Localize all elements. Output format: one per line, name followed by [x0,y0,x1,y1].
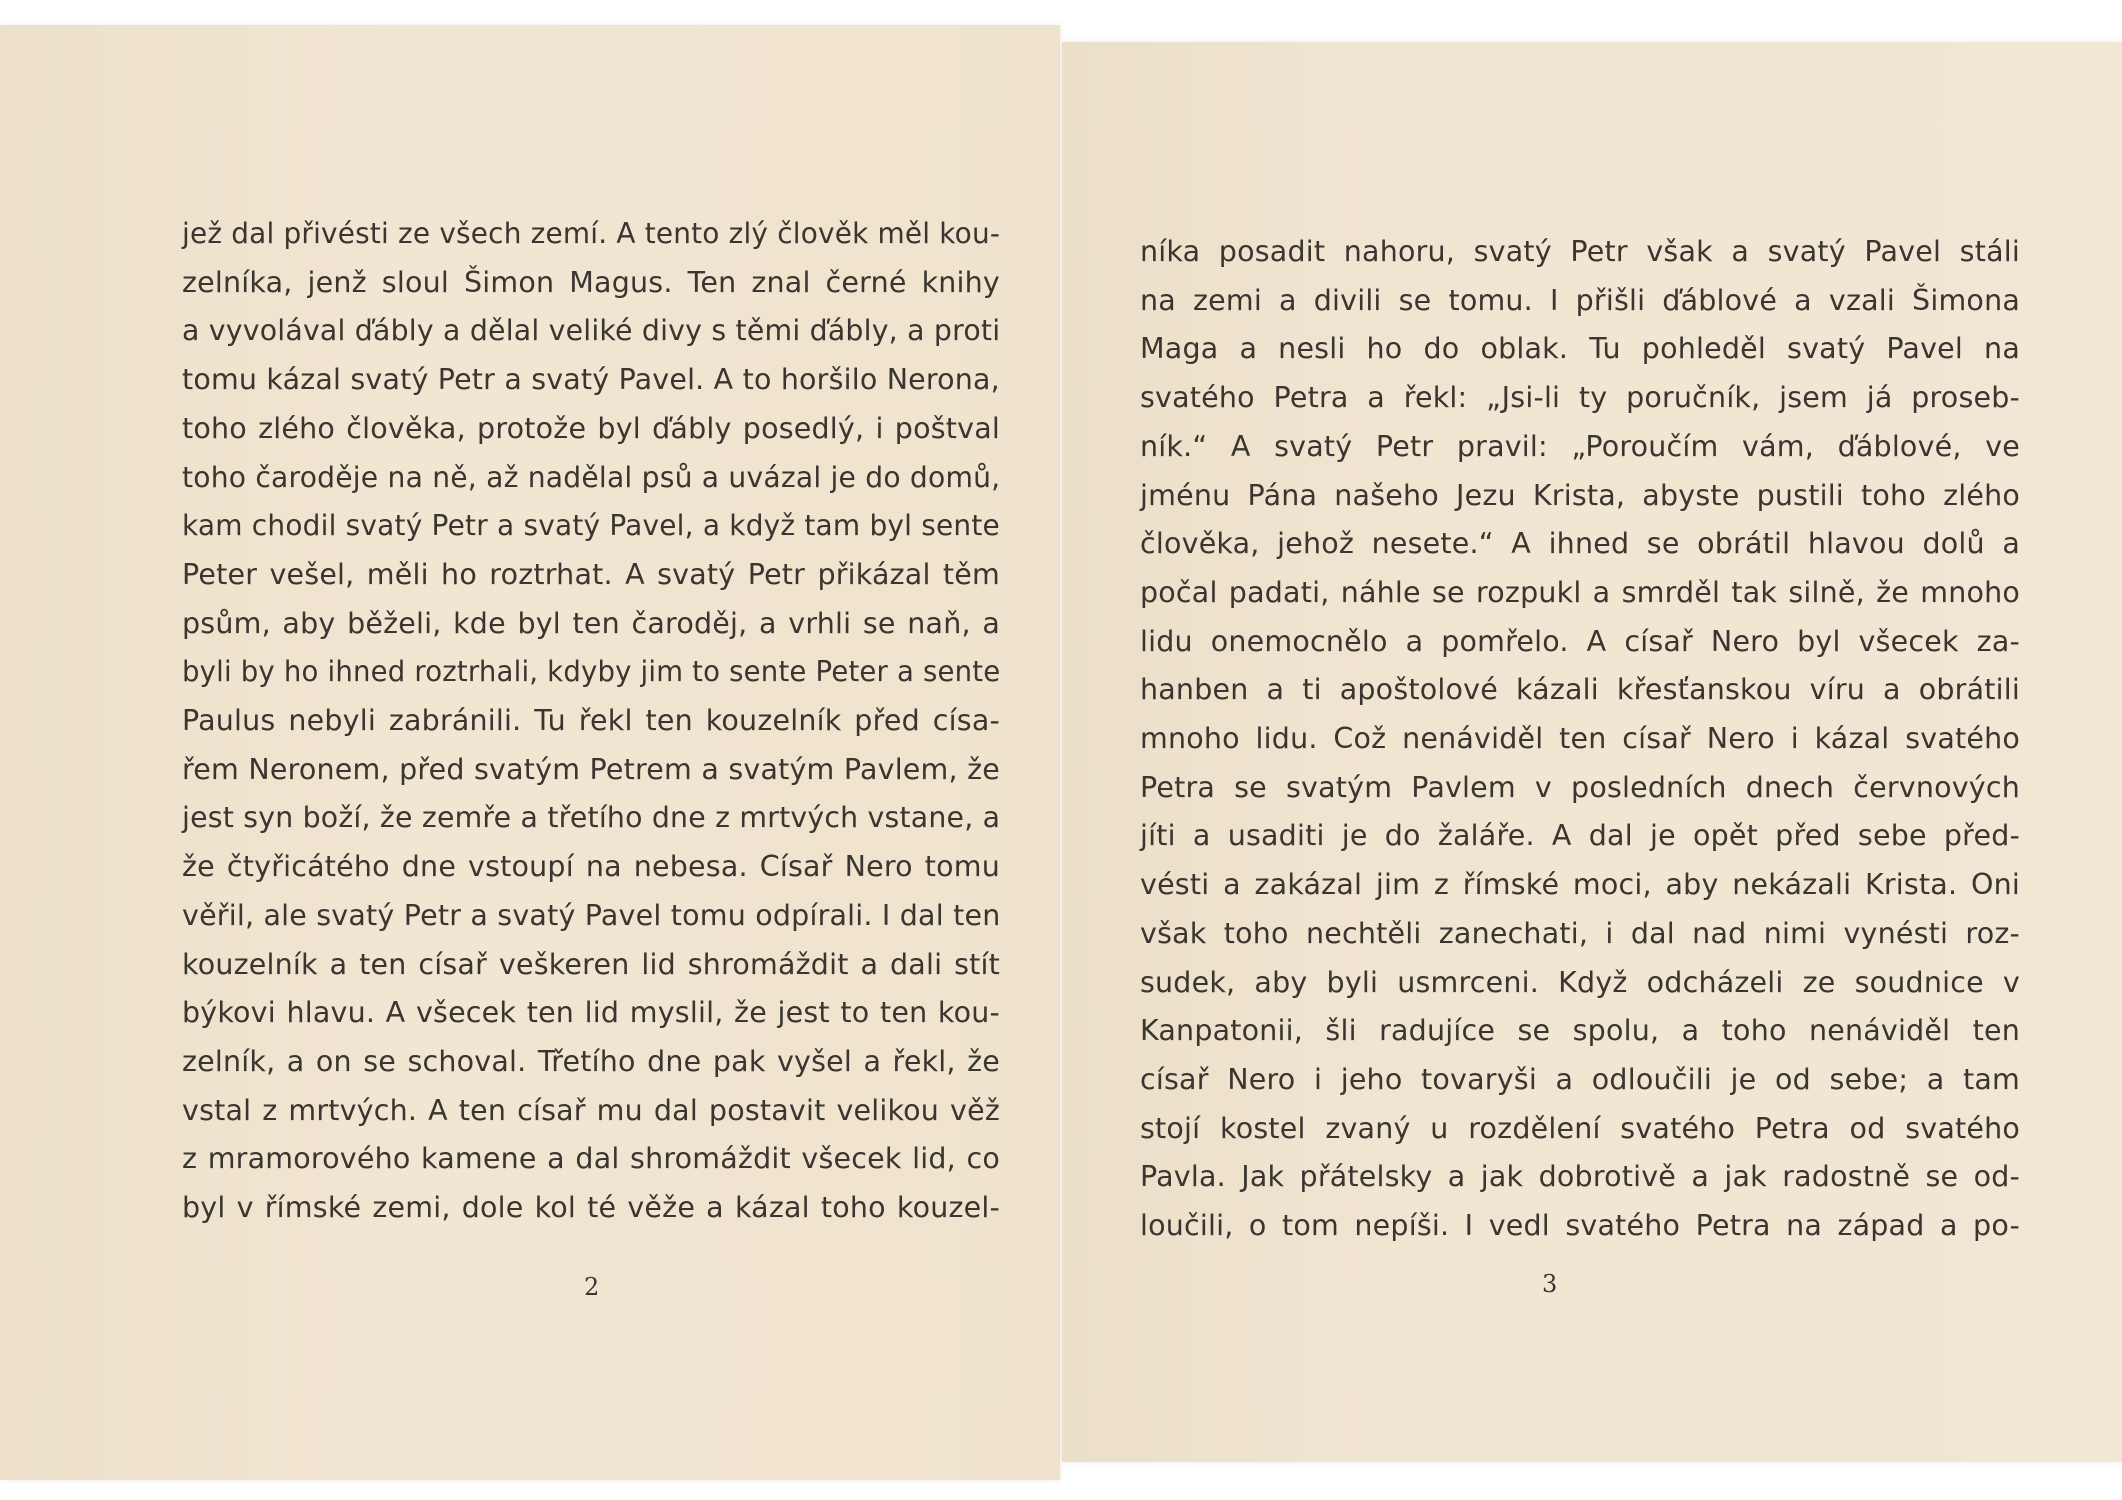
text-line: jménu Pána našeho Jezu Krista, abyste pustili toho zlého [1140,478,2020,512]
page-number: 2 [584,1273,600,1301]
text-line: loučili, o tom nepíši. I vedl svatého Petra na západ a po- [1140,1209,2020,1243]
text-line: lidu onemocnělo a pomřelo. A císař Nero byl všecek za- [1140,624,2020,658]
text-line: císař Nero i jeho tovaryši a odloučili je od sebe; a tam [1140,1062,2020,1096]
text-line: jest syn boží, že zemře a třetího dne z mrtvých vstane, a [182,801,1001,835]
text-line: vstal z mrtvých. A ten císař mu dal postavit velikou věž [182,1093,1000,1127]
text-line: počal padati, náhle se rozpukl a smrděl tak silně, že mnoho [1140,575,2020,609]
text-line: zelníka, jenž sloul Šimon Magus. Ten znal černé knihy [182,265,1000,299]
text-line: tomu kázal svatý Petr a svatý Pavel. A to horšilo Nerona, [182,363,1000,397]
text-line: z mramorového kamene a dal shromáždit všecek lid, co [182,1142,1000,1176]
text-line: kouzelník a ten císař veškeren lid shromáždit a dali stít [182,947,1000,981]
text-line: vésti a zakázal jim z římské moci, aby nekázali Krista. Oni [1140,868,2020,902]
text-line: býkovi hlavu. A všecek ten lid myslil, že jest to ten kou- [182,996,1000,1030]
text-line: Maga a nesli ho do oblak. Tu pohleděl svatý Pavel na [1140,332,2020,366]
text-line: však toho nechtěli zanechati, i dal nad nimi vynésti roz- [1140,916,2020,950]
text-line: svatého Petra a řekl: „Jsi-li ty poručník, jsem já proseb- [1140,381,2020,415]
text-line: jíti a usaditi je do žaláře. A dal je opět před sebe před- [1140,819,2020,853]
text-line: Pavla. Jak přátelsky a jak dobrotivě a jak radostně se od- [1140,1160,2020,1194]
text-line: Paulus nebyli zabránili. Tu řekl ten kouzelník před císa- [182,704,1000,738]
text-line: řem Neronem, před svatým Petrem a svatým Pavlem, že [182,752,1000,786]
text-line: zelník, a on se schoval. Třetího dne pak vyšel a řekl, že [182,1044,1000,1078]
text-line: Kanpatonii, šli radujíce se spolu, a toho nenáviděl ten [1140,1014,2020,1048]
text-line: toho čaroděje na ně, až nadělal psů a uvázal je do domů, [182,460,1001,494]
right-page [1062,42,2122,1462]
text-line: kam chodil svatý Petr a svatý Pavel, a když tam byl sente [182,509,1000,543]
text-line: Peter vešel, měli ho roztrhat. A svatý Petr přikázal těm [182,557,1000,591]
text-line: byl v římské zemi, dole kol té věže a kázal toho kouzel- [182,1191,1000,1225]
text-line: jež dal přivésti ze všech zemí. A tento zlý člověk měl kou- [182,217,1001,250]
text-line: byli by ho ihned roztrhali, kdyby jim to sente Peter a sente [182,655,1001,689]
text-line: sudek, aby byli usmrceni. Když odcházeli ze soudnice v [1140,965,2020,999]
text-line: věřil, ale svatý Petr a svatý Pavel tomu odpírali. I dal ten [182,898,1001,932]
text-line: že čtyřicátého dne vstoupí na nebesa. Císař Nero tomu [182,850,1000,884]
text-line: níka posadit nahoru, svatý Petr však a svatý Pavel stáli [1140,235,2020,268]
left-page-text [182,210,1000,1233]
text-line: na zemi a divili se tomu. I přišli ďáblové a vzali Šimona [1140,283,2020,317]
page-number: 3 [1542,1270,1558,1298]
text-line: psům, aby běželi, kde byl ten čaroděj, a vrhli se naň, a [182,606,1000,640]
text-line: člověka, jehož nesete.“ A ihned se obrátil hlavou dolů a [1140,527,2020,561]
text-line: hanben a ti apoštolové kázali křesťanskou víru a obrátili [1140,673,2020,707]
text-line: stojí kostel zvaný u rozdělení svatého Petra od svatého [1140,1111,2020,1145]
text-line: toho zlého člověka, protože byl ďábly posedlý, i poštval [182,411,1000,445]
text-line: a vyvolával ďábly a dělal veliké divy s těmi ďábly, a proti [182,314,1001,348]
text-line: Petra se svatým Pavlem v posledních dnech červnových [1140,770,2020,804]
right-page-text [1140,228,2020,1251]
text-line: mnoho lidu. Což nenáviděl ten císař Nero i kázal svatého [1140,722,2020,756]
left-page [0,25,1060,1480]
text-line: ník.“ A svatý Petr pravil: „Poroučím vám, ďáblové, ve [1140,429,2020,463]
